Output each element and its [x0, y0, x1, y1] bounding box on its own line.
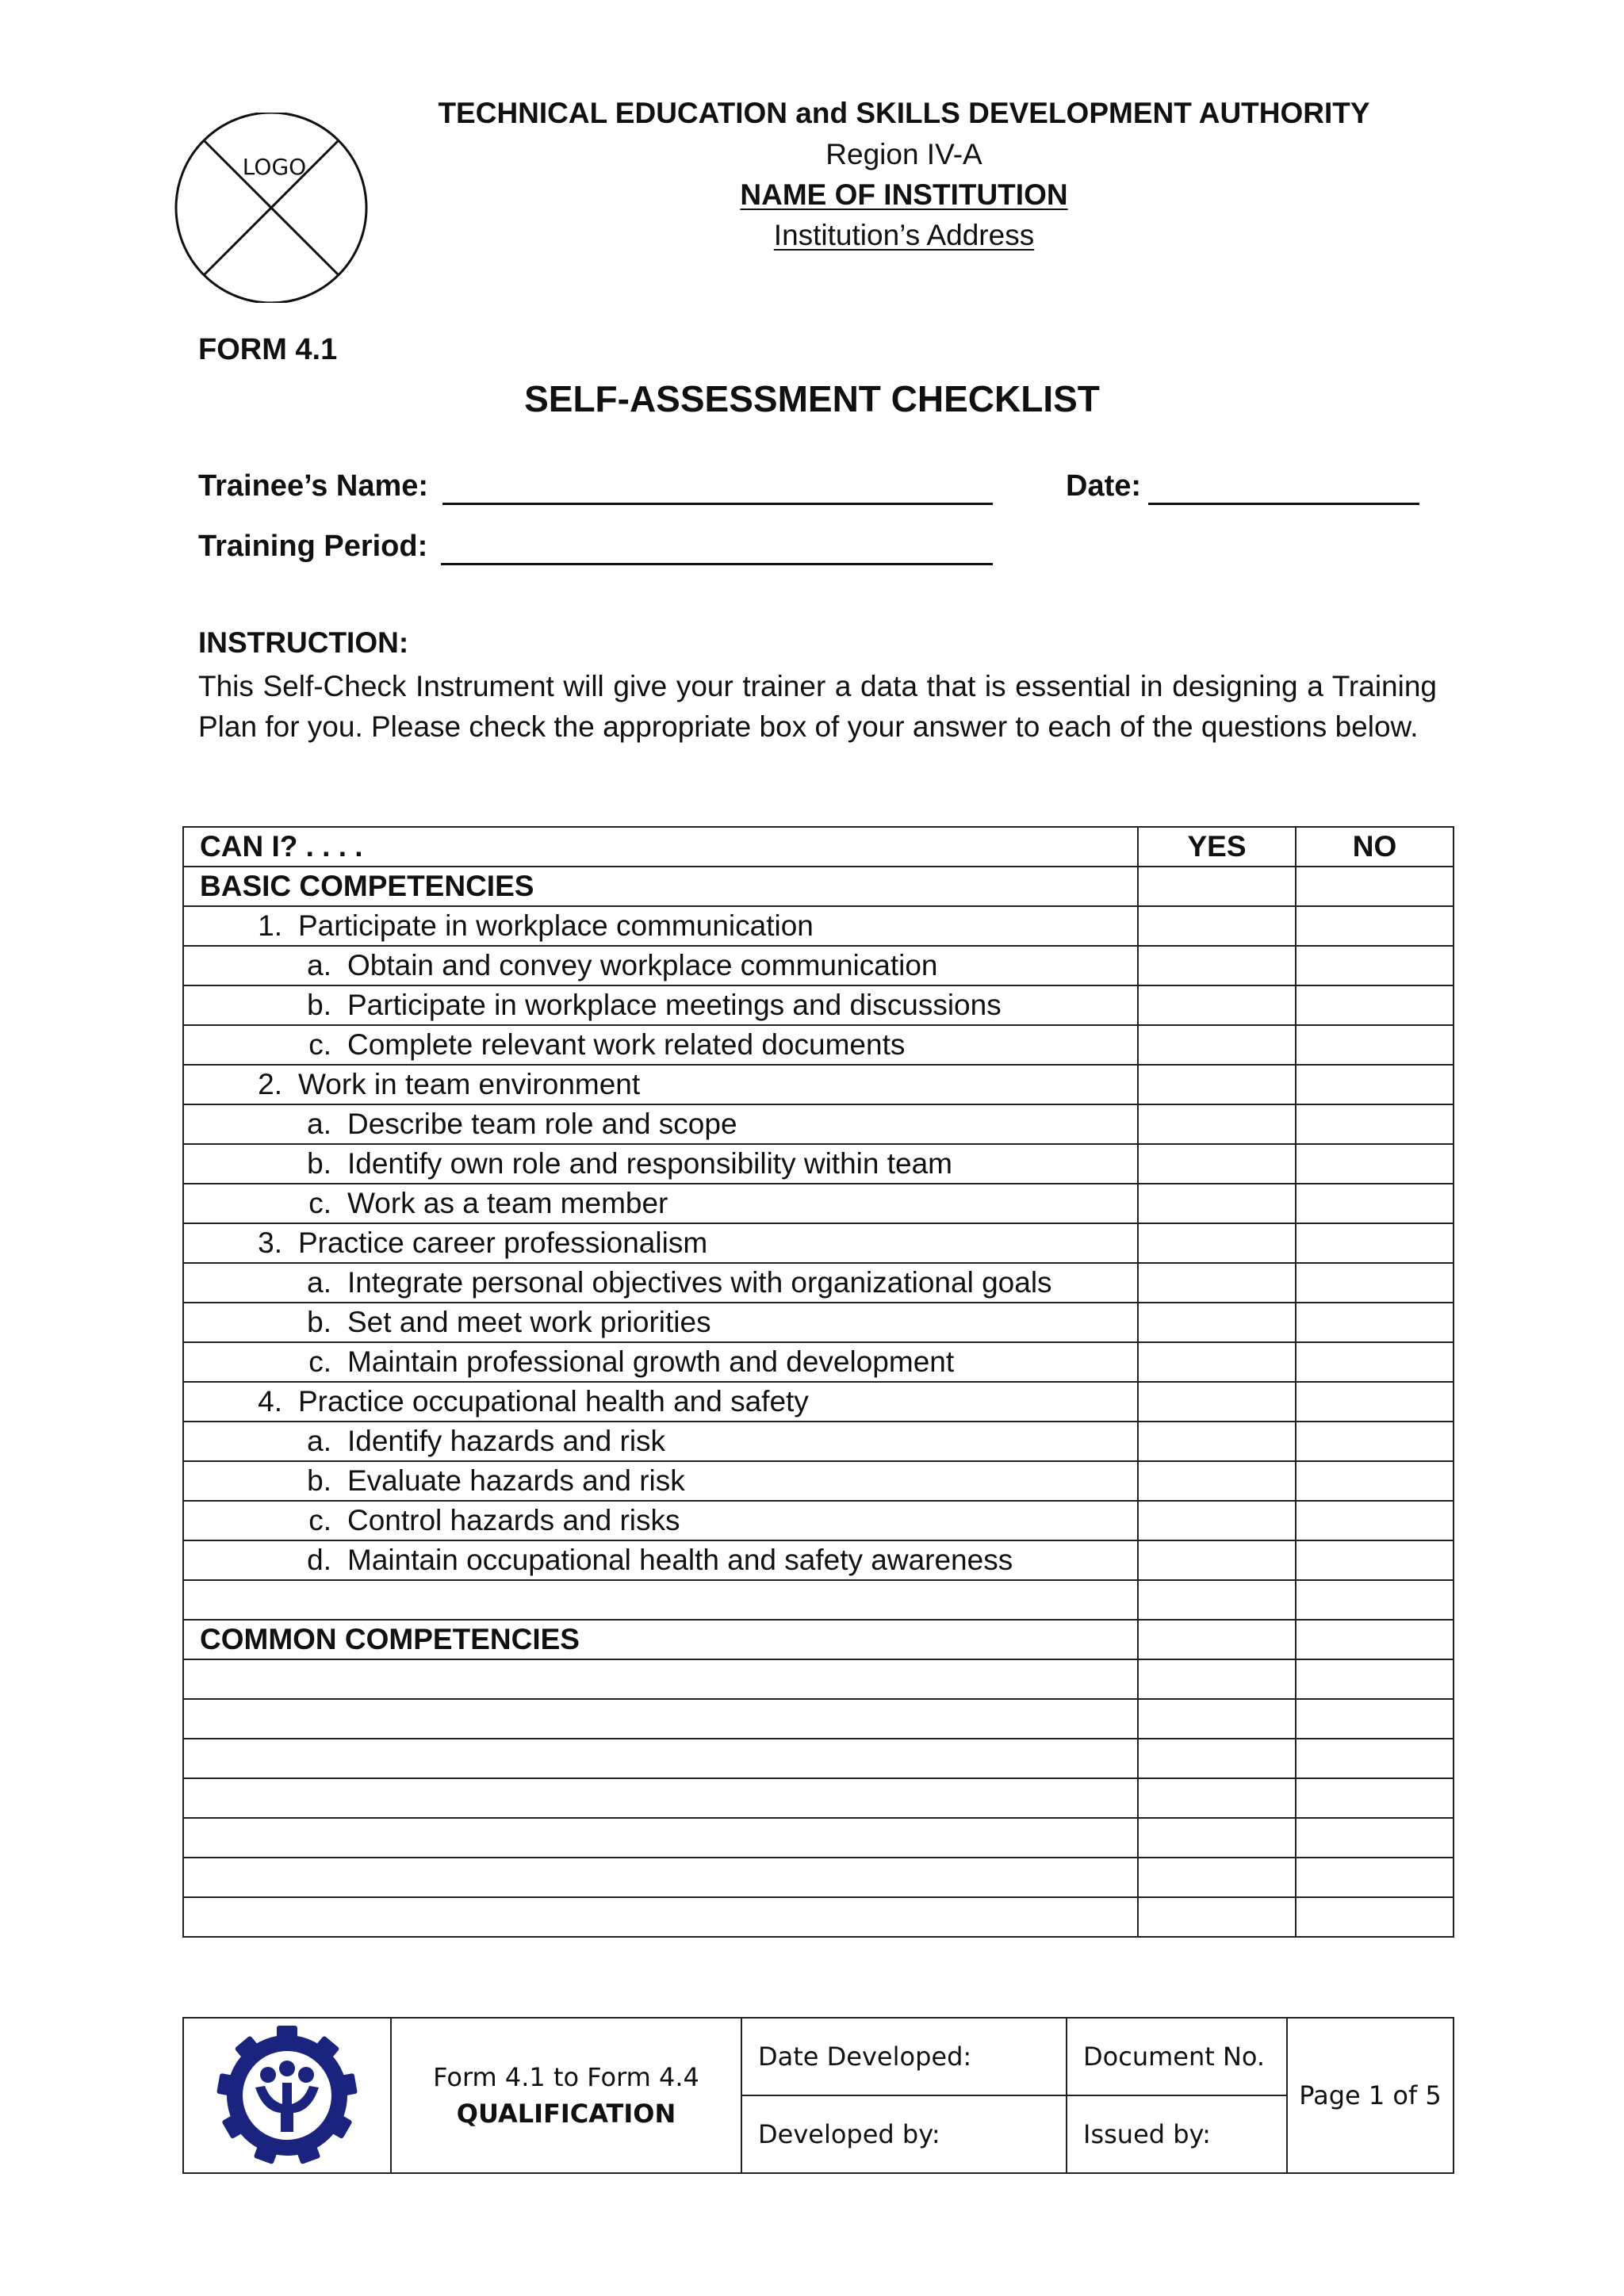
yes-checkbox-cell[interactable]	[1138, 1580, 1296, 1620]
region: Region IV-A	[825, 138, 982, 170]
trainee-name-field[interactable]	[442, 503, 993, 505]
no-checkbox-cell[interactable]	[1296, 1620, 1454, 1659]
institution-name: NAME OF INSTITUTION	[740, 178, 1068, 211]
item-text: Integrate personal objectives with organizational goals	[347, 1266, 1052, 1299]
item-text: Complete relevant work related documents	[347, 1028, 906, 1061]
item-text: Maintain occupational health and safety awareness	[347, 1544, 1013, 1576]
checklist-row	[183, 1620, 1454, 1659]
competency-item	[183, 1858, 1138, 1897]
no-checkbox-cell[interactable]	[1296, 1263, 1454, 1303]
item-text: Practice occupational health and safety	[298, 1385, 809, 1418]
yes-checkbox-cell[interactable]	[1138, 1501, 1296, 1540]
no-checkbox-cell[interactable]	[1296, 1104, 1454, 1144]
yes-checkbox-cell[interactable]	[1138, 1540, 1296, 1580]
checklist-row	[183, 1778, 1454, 1818]
training-period-field[interactable]	[441, 563, 993, 565]
checklist-header-row	[183, 827, 1454, 867]
item-marker: b.	[307, 1147, 331, 1180]
checklist-row	[183, 1897, 1454, 1937]
checklist-row	[183, 1065, 1454, 1104]
yes-checkbox-cell[interactable]	[1138, 1699, 1296, 1739]
competency-item	[183, 1897, 1138, 1937]
item-text: Control hazards and risks	[347, 1504, 680, 1536]
competency-item	[183, 1303, 1138, 1342]
yes-checkbox-cell[interactable]	[1138, 1620, 1296, 1659]
item-text: Maintain professional growth and development	[347, 1345, 955, 1378]
no-checkbox-cell[interactable]	[1296, 1382, 1454, 1422]
competency-item	[183, 1144, 1138, 1184]
no-checkbox-cell[interactable]	[1296, 985, 1454, 1025]
yes-checkbox-cell[interactable]	[1138, 946, 1296, 985]
yes-checkbox-cell[interactable]	[1138, 1422, 1296, 1461]
competency-item	[183, 1025, 1138, 1065]
authority-name: TECHNICAL EDUCATION and SKILLS DEVELOPMENT AUTHORITY	[438, 97, 1370, 129]
item-text: Identify own role and responsibility within team	[347, 1147, 952, 1180]
institution-address: Institution’s Address	[773, 219, 1035, 251]
no-checkbox-cell[interactable]	[1296, 1065, 1454, 1104]
header-yes: YES	[1138, 827, 1296, 867]
item-text: COMMON COMPETENCIES	[200, 1623, 580, 1655]
competency-item	[183, 1818, 1138, 1858]
no-checkbox-cell[interactable]	[1296, 1303, 1454, 1342]
no-checkbox-cell[interactable]	[1296, 1699, 1454, 1739]
yes-checkbox-cell[interactable]	[1138, 1461, 1296, 1501]
date-developed-label: Date Developed:	[741, 2018, 1067, 2095]
competency-item	[183, 1540, 1138, 1580]
no-checkbox-cell[interactable]	[1296, 867, 1454, 906]
checklist-row	[183, 1104, 1454, 1144]
checklist-row	[183, 1501, 1454, 1540]
competency-item	[183, 1382, 1138, 1422]
item-marker: 4.	[258, 1385, 282, 1418]
yes-checkbox-cell[interactable]	[1138, 1739, 1296, 1778]
qualification-text: QUALIFICATION	[456, 2099, 676, 2129]
document-footer	[182, 2017, 1454, 2174]
competency-item	[183, 1422, 1138, 1461]
checklist-row	[183, 1025, 1454, 1065]
yes-checkbox-cell[interactable]	[1138, 1144, 1296, 1184]
checklist-row	[183, 1699, 1454, 1739]
page-number: Page 1 of 5	[1287, 2018, 1454, 2173]
item-marker: d.	[307, 1544, 331, 1576]
yes-checkbox-cell[interactable]	[1138, 1065, 1296, 1104]
yes-checkbox-cell[interactable]	[1138, 1025, 1296, 1065]
yes-checkbox-cell[interactable]	[1138, 1303, 1296, 1342]
checklist-row	[183, 1659, 1454, 1699]
checklist-row	[183, 1858, 1454, 1897]
document-no-label: Document No.	[1067, 2018, 1287, 2095]
form-number: FORM 4.1	[198, 333, 338, 366]
checklist-row	[183, 1303, 1454, 1342]
logo-placeholder	[173, 113, 370, 303]
item-marker: 1.	[258, 909, 282, 942]
instruction-heading: INSTRUCTION:	[198, 626, 409, 659]
date-field[interactable]	[1148, 503, 1419, 505]
item-text: Practice career professionalism	[298, 1226, 708, 1259]
competency-item	[183, 1739, 1138, 1778]
yes-checkbox-cell[interactable]	[1138, 906, 1296, 946]
item-text: Obtain and convey workplace communication	[347, 949, 938, 982]
agency-logo-cell	[183, 2018, 391, 2173]
yes-checkbox-cell[interactable]	[1138, 1778, 1296, 1818]
item-marker: a.	[307, 1266, 331, 1299]
item-marker: a.	[307, 1425, 331, 1457]
date-label: Date:	[1066, 469, 1142, 503]
competency-item	[183, 1659, 1138, 1699]
competency-item	[183, 1580, 1138, 1620]
checklist-row	[183, 1144, 1454, 1184]
item-text: Work in team environment	[298, 1068, 641, 1100]
header-no: NO	[1296, 827, 1454, 867]
no-checkbox-cell[interactable]	[1296, 1422, 1454, 1461]
competency-item	[183, 1501, 1138, 1540]
no-checkbox-cell[interactable]	[1296, 1223, 1454, 1263]
item-marker: b.	[307, 989, 331, 1021]
competency-item	[183, 1461, 1138, 1501]
item-marker: c.	[308, 1504, 331, 1536]
competency-item	[183, 1184, 1138, 1223]
competency-item	[183, 906, 1138, 946]
developed-by-label: Developed by:	[741, 2095, 1067, 2173]
item-marker: a.	[307, 1108, 331, 1140]
checklist-body	[183, 867, 1454, 1937]
competency-item	[183, 1778, 1138, 1818]
no-checkbox-cell[interactable]	[1296, 906, 1454, 946]
checklist-table	[182, 826, 1454, 1938]
yes-checkbox-cell[interactable]	[1138, 1659, 1296, 1699]
yes-checkbox-cell[interactable]	[1138, 1223, 1296, 1263]
no-checkbox-cell[interactable]	[1296, 1580, 1454, 1620]
no-checkbox-cell[interactable]	[1296, 1342, 1454, 1382]
checklist-row	[183, 867, 1454, 906]
instruction-body: This Self-Check Instrument will give your trainer a data that is essential in designing a Training Plan for you. Please check the appropriate box of your answer to each of the questions below.	[198, 670, 1437, 743]
checklist-row	[183, 906, 1454, 946]
item-marker: 3.	[258, 1226, 282, 1259]
checklist-row	[183, 1540, 1454, 1580]
item-text: Participate in workplace communication	[298, 909, 814, 942]
item-text: Work as a team member	[347, 1187, 668, 1219]
checklist-row	[183, 946, 1454, 985]
no-checkbox-cell[interactable]	[1296, 1501, 1454, 1540]
yes-checkbox-cell[interactable]	[1138, 1818, 1296, 1858]
item-text: Evaluate hazards and risk	[347, 1464, 685, 1497]
item-marker: b.	[307, 1306, 331, 1338]
item-marker: 2.	[258, 1068, 282, 1100]
item-marker: a.	[307, 949, 331, 982]
no-checkbox-cell[interactable]	[1296, 1739, 1454, 1778]
trainee-name-label: Trainee’s Name:	[198, 469, 429, 503]
checklist-row	[183, 1580, 1454, 1620]
checklist-row	[183, 1263, 1454, 1303]
checklist-row	[183, 1342, 1454, 1382]
checklist-row	[183, 1461, 1454, 1501]
competency-item	[183, 1223, 1138, 1263]
yes-checkbox-cell[interactable]	[1138, 1104, 1296, 1144]
item-text: Describe team role and scope	[347, 1108, 737, 1140]
item-text: Set and meet work priorities	[347, 1306, 711, 1338]
item-text: Participate in workplace meetings and discussions	[347, 989, 1002, 1021]
form-title: SELF-ASSESSMENT CHECKLIST	[524, 378, 1100, 419]
no-checkbox-cell[interactable]	[1296, 1025, 1454, 1065]
competency-item	[183, 946, 1138, 985]
issued-by-label: Issued by:	[1067, 2095, 1287, 2173]
item-text: BASIC COMPETENCIES	[200, 870, 534, 902]
section-heading	[183, 1620, 1138, 1659]
yes-checkbox-cell[interactable]	[1138, 867, 1296, 906]
item-text: Identify hazards and risk	[347, 1425, 666, 1457]
yes-checkbox-cell[interactable]	[1138, 1858, 1296, 1897]
no-checkbox-cell[interactable]	[1296, 1184, 1454, 1223]
checklist-row	[183, 1184, 1454, 1223]
no-checkbox-cell[interactable]	[1296, 946, 1454, 985]
no-checkbox-cell[interactable]	[1296, 1659, 1454, 1699]
competency-item	[183, 1263, 1138, 1303]
yes-checkbox-cell[interactable]	[1138, 985, 1296, 1025]
yes-checkbox-cell[interactable]	[1138, 1263, 1296, 1303]
no-checkbox-cell[interactable]	[1296, 1858, 1454, 1897]
competency-item	[183, 1342, 1138, 1382]
checklist-row	[183, 985, 1454, 1025]
no-checkbox-cell[interactable]	[1296, 1818, 1454, 1858]
yes-checkbox-cell[interactable]	[1138, 1184, 1296, 1223]
yes-checkbox-cell[interactable]	[1138, 1342, 1296, 1382]
competency-item	[183, 1065, 1138, 1104]
checklist-row	[183, 1382, 1454, 1422]
form-range-cell	[391, 2018, 741, 2173]
item-marker: c.	[308, 1345, 331, 1378]
gear-logo-icon	[212, 2024, 362, 2167]
logo-placeholder-text: LOGO	[242, 154, 307, 180]
competency-item	[183, 1699, 1138, 1739]
header-can-i: CAN I? . . . .	[183, 827, 1138, 867]
section-heading	[183, 867, 1138, 906]
competency-item	[183, 985, 1138, 1025]
checklist-row	[183, 1739, 1454, 1778]
competency-item	[183, 1104, 1138, 1144]
no-checkbox-cell[interactable]	[1296, 1540, 1454, 1580]
training-period-label: Training Period:	[198, 530, 428, 563]
form-range-text: Form 4.1 to Form 4.4	[433, 2062, 699, 2092]
no-checkbox-cell[interactable]	[1296, 1897, 1454, 1937]
checklist-row	[183, 1223, 1454, 1263]
yes-checkbox-cell[interactable]	[1138, 1382, 1296, 1422]
no-checkbox-cell[interactable]	[1296, 1144, 1454, 1184]
yes-checkbox-cell[interactable]	[1138, 1897, 1296, 1937]
checklist-row	[183, 1422, 1454, 1461]
checklist-row	[183, 1818, 1454, 1858]
item-marker: b.	[307, 1464, 331, 1497]
no-checkbox-cell[interactable]	[1296, 1778, 1454, 1818]
item-marker: c.	[308, 1028, 331, 1061]
no-checkbox-cell[interactable]	[1296, 1461, 1454, 1501]
item-marker: c.	[308, 1187, 331, 1219]
